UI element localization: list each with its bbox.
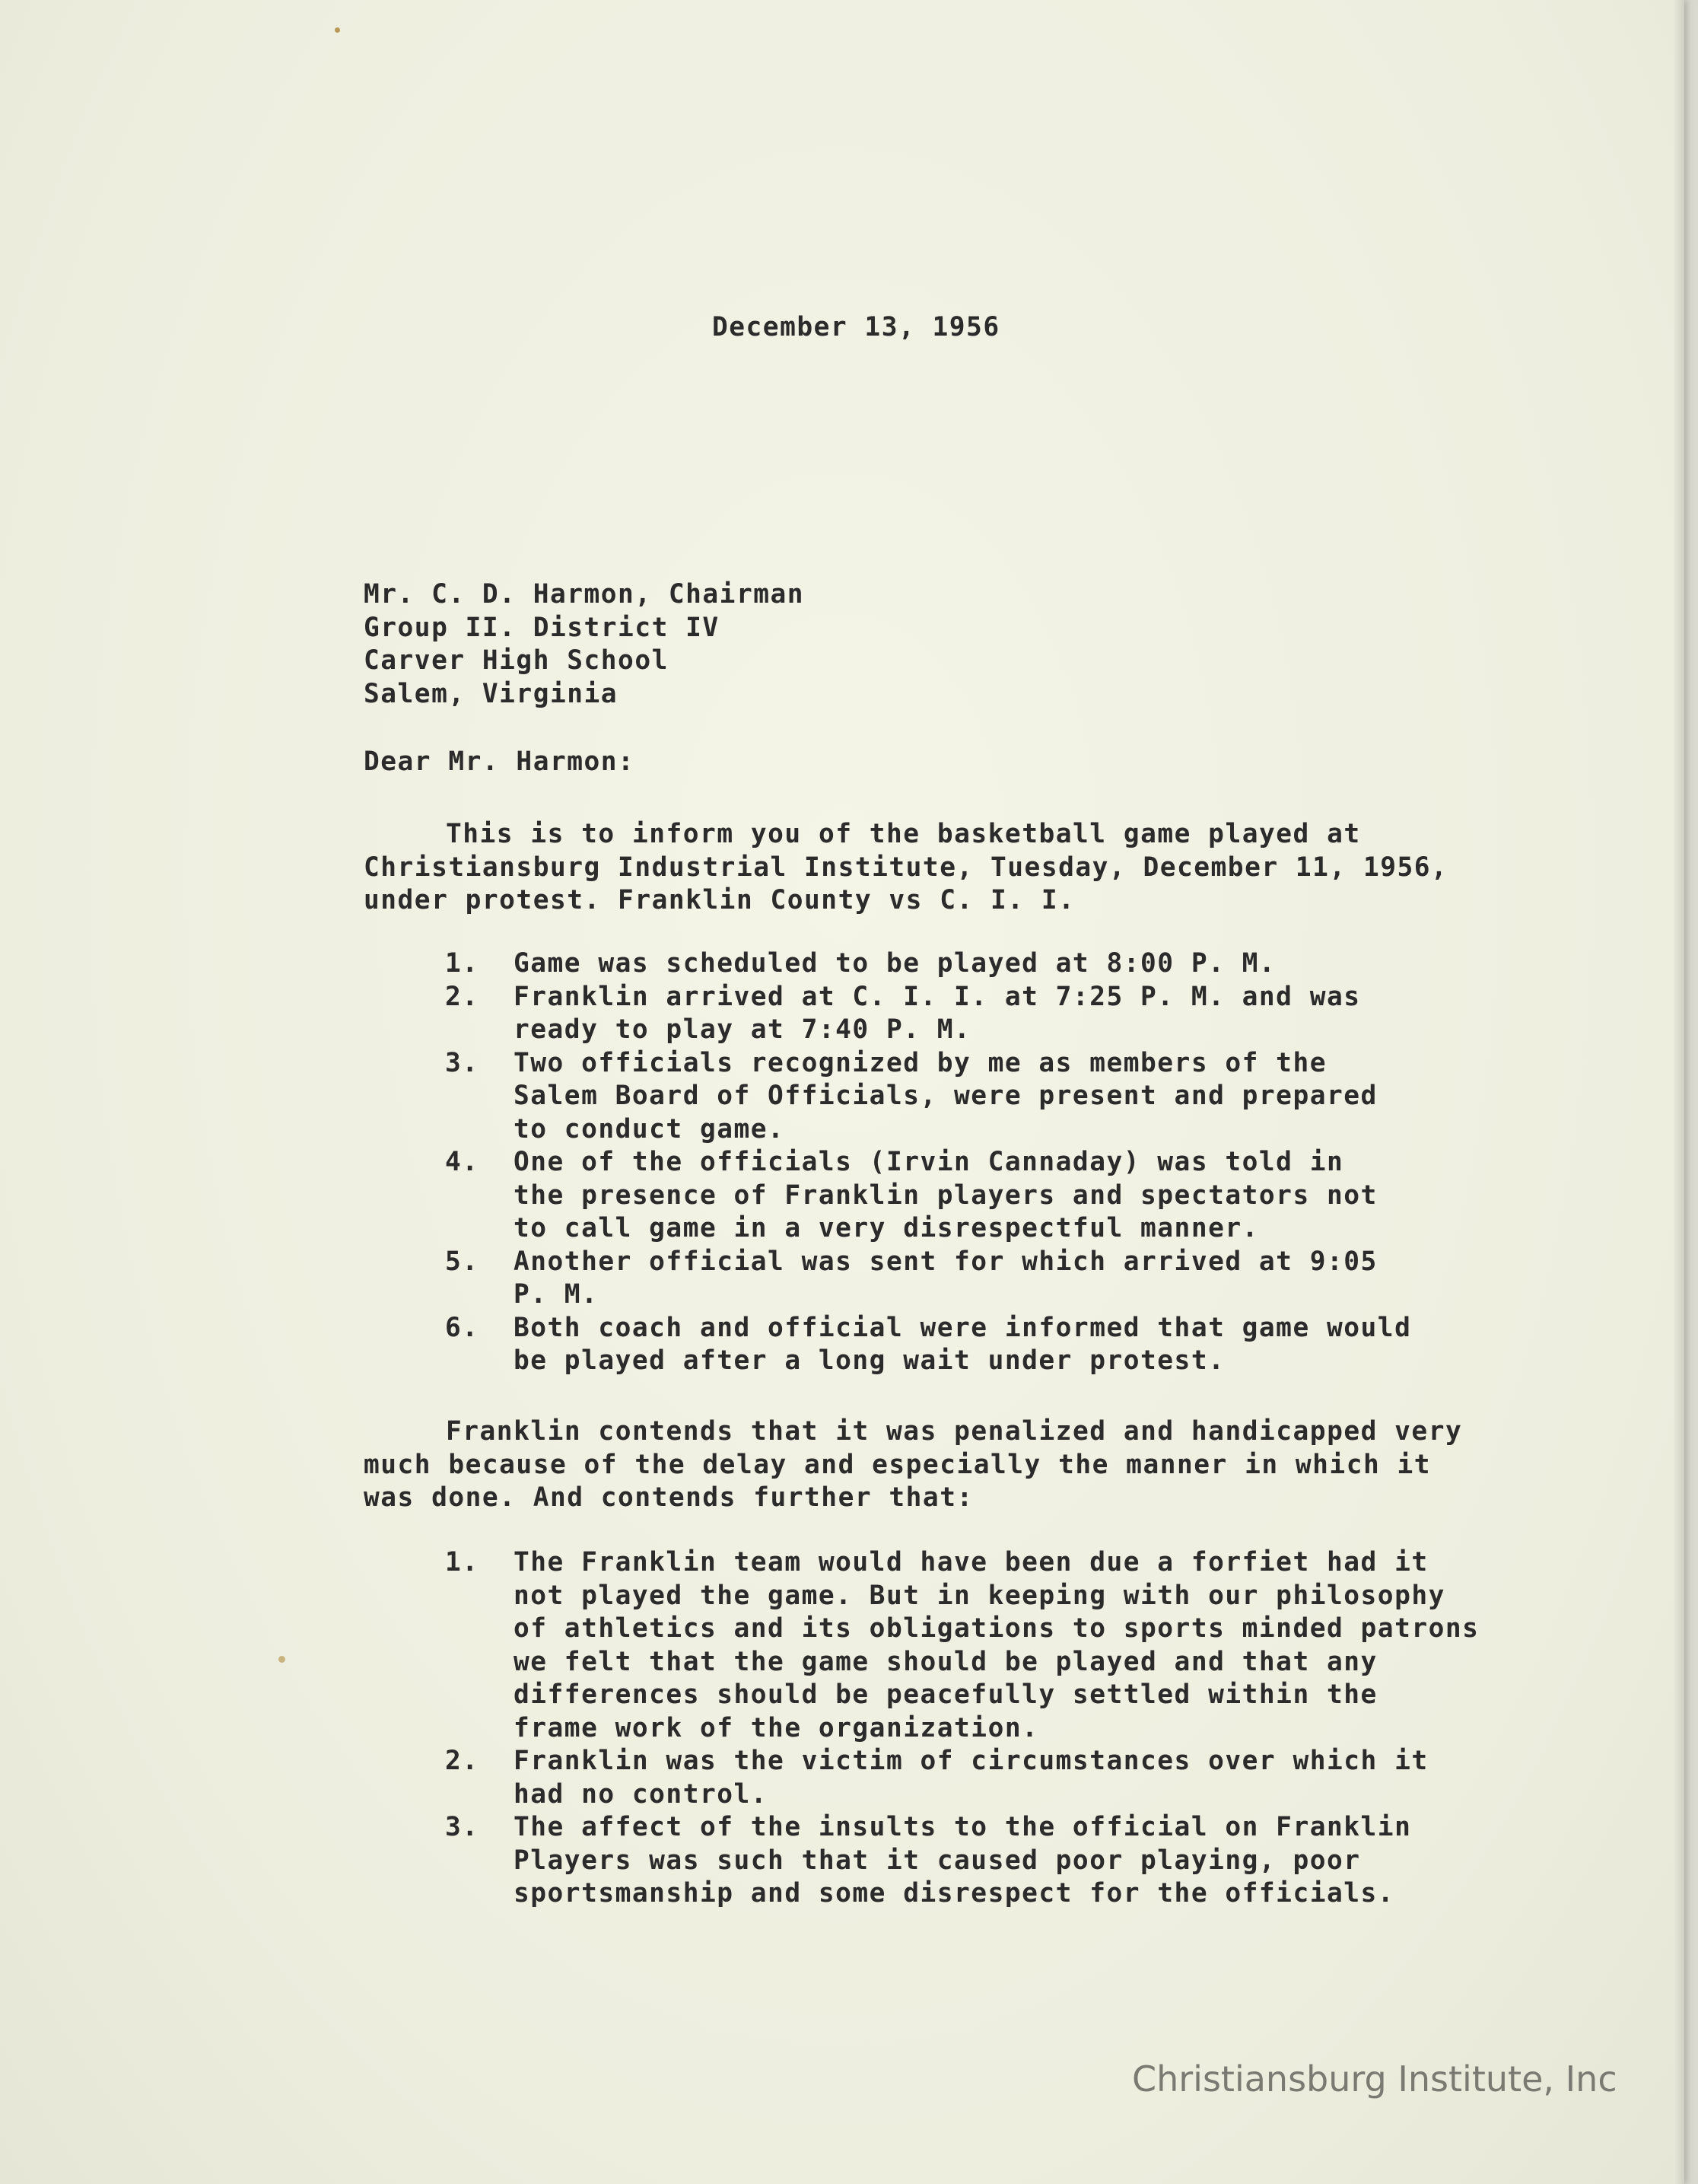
list-item-line: One of the officials (Irvin Cannaday) was told in — [514, 1147, 1344, 1177]
paragraph-line: was done. And contends further that: — [364, 1482, 974, 1513]
paragraph-line: Franklin contends that it was penalized and handicapped very — [446, 1416, 1463, 1447]
address-line: Mr. C. D. Harmon, Chairman — [364, 579, 805, 610]
address-line: Carver High School — [364, 645, 669, 676]
list-item-line: be played after a long wait under protest. — [514, 1345, 1226, 1376]
list-item-line: Players was such that it caused poor playing, poor — [514, 1845, 1361, 1876]
address-line: Salem, Virginia — [364, 678, 618, 709]
contention-list — [445, 1546, 1479, 1911]
list-item-line: Franklin was the victim of circumstances over which it — [514, 1746, 1429, 1776]
list-item-line: frame work of the organization. — [514, 1712, 1039, 1743]
list-number: 2. — [445, 1746, 479, 1776]
list-item-line: Both coach and official were informed that game would — [514, 1312, 1412, 1343]
list-item-line: to call game in a very disrespectful manner. — [514, 1213, 1259, 1243]
letter-date: December 13, 1956 — [712, 312, 1000, 342]
paragraph-line: under protest. Franklin County vs C. I. I. — [364, 885, 1076, 915]
list-item — [445, 1246, 1411, 1312]
list-item-line: not played the game. But in keeping with our philosophy — [514, 1580, 1445, 1611]
list-item-line: Another official was sent for which arrived at 9:05 — [514, 1246, 1378, 1277]
list-item — [445, 1146, 1411, 1246]
list-number: 4. — [445, 1147, 479, 1177]
list-number: 6. — [445, 1312, 479, 1343]
list-item-line: Two officials recognized by me as members of the — [514, 1047, 1327, 1078]
list-number: 3. — [445, 1047, 479, 1078]
list-number: 3. — [445, 1812, 479, 1842]
list-item-line: sportsmanship and some disrespect for the officials. — [514, 1878, 1395, 1909]
salutation: Dear Mr. Harmon: — [364, 747, 635, 777]
list-item-line: to conduct game. — [514, 1113, 785, 1145]
list-item-line: Salem Board of Officials, were present and prepared — [514, 1081, 1378, 1111]
list-item-line: The affect of the insults to the official on Franklin — [514, 1812, 1412, 1842]
list-item — [445, 1047, 1411, 1147]
page-edge — [1674, 0, 1684, 2184]
paper-speck — [335, 27, 340, 33]
list-item-line: Franklin arrived at C. I. I. at 7:25 P. M. and was — [514, 981, 1361, 1012]
contention-paragraph — [364, 1415, 1462, 1515]
list-item-line: ready to play at 7:40 P. M. — [514, 1014, 971, 1045]
list-item — [445, 1745, 1479, 1811]
paragraph-line: This is to inform you of the basketball game played at — [446, 819, 1361, 849]
list-number: 1. — [445, 1547, 479, 1578]
list-number: 1. — [445, 948, 479, 979]
list-number: 5. — [445, 1246, 479, 1277]
event-list — [445, 947, 1411, 1378]
list-item-line: P. M. — [514, 1279, 599, 1310]
recipient-address — [364, 578, 804, 711]
paper-speck — [278, 1656, 285, 1663]
list-item — [445, 947, 1411, 981]
list-item — [445, 981, 1411, 1047]
list-item — [445, 1811, 1479, 1911]
archive-watermark: Christiansburg Institute, Inc — [1132, 2058, 1617, 2100]
list-item-line: The Franklin team would have been due a forfiet had it — [514, 1547, 1429, 1578]
list-item-line: Game was scheduled to be played at 8:00 P. M. — [514, 948, 1277, 979]
list-item-line: the presence of Franklin players and spectators not — [514, 1180, 1378, 1211]
list-item — [445, 1546, 1479, 1745]
list-item-line: we felt that the game should be played and that any — [514, 1646, 1378, 1677]
list-item-line: had no control. — [514, 1778, 768, 1810]
list-number: 2. — [445, 981, 479, 1012]
paragraph-line: much because of the delay and especially the manner in which it — [364, 1449, 1432, 1480]
address-line: Group II. District IV — [364, 612, 720, 643]
opening-paragraph — [364, 818, 1448, 918]
list-item — [445, 1312, 1411, 1378]
list-item-line: differences should be peacefully settled within the — [514, 1679, 1378, 1710]
list-item-line: of athletics and its obligations to sports minded patrons — [514, 1613, 1480, 1644]
paragraph-line: Christiansburg Industrial Institute, Tuesday, December 11, 1956, — [364, 852, 1448, 883]
